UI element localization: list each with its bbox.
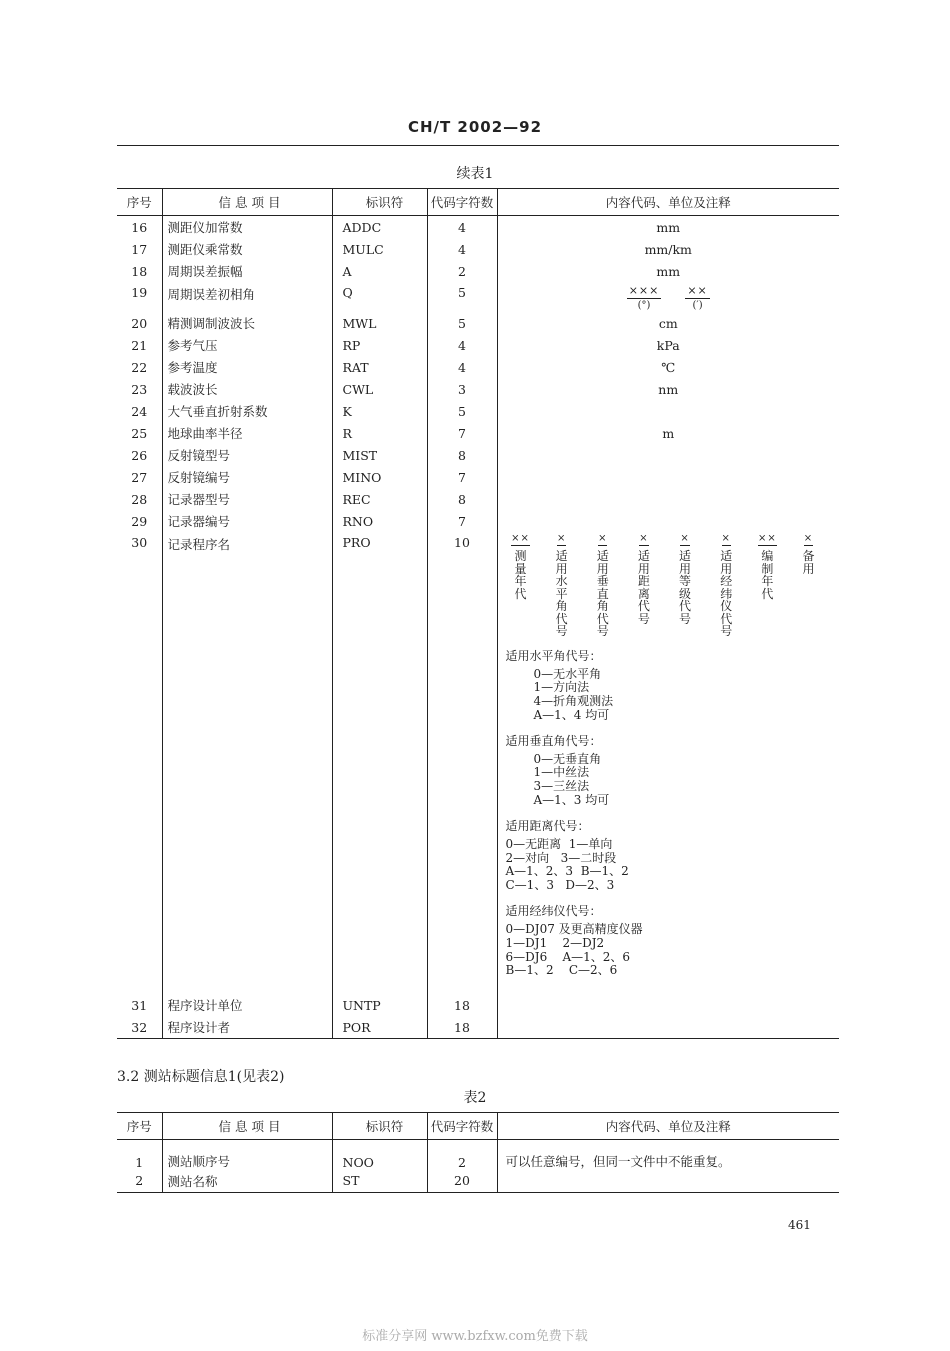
cell-no: 22	[117, 356, 162, 378]
code-column-label: 适用经纬仪代号	[720, 549, 733, 638]
code-column-marks: ×	[598, 533, 608, 544]
table-row	[117, 488, 839, 510]
document-code-header: CH/T 2002—92	[407, 118, 543, 136]
code-column-marks: ××	[757, 533, 777, 544]
table-row	[117, 1170, 839, 1193]
code-column-label: 备用	[802, 549, 815, 576]
cell-note-angle-format	[497, 282, 839, 312]
table-row	[117, 238, 839, 260]
table-row-program-name	[117, 532, 839, 994]
code-column-marks: ×	[680, 533, 690, 544]
header-item: 信 息 项 目	[162, 1113, 332, 1140]
cell-len: 8	[427, 488, 497, 510]
code-section-line: 6—DJ6 A—1、2、6	[505, 949, 631, 964]
cell-no: 19	[117, 282, 162, 312]
cell-len: 7	[427, 466, 497, 488]
cell-len: 5	[427, 282, 497, 312]
table-row	[117, 260, 839, 282]
header-len: 代码字符数	[427, 1113, 497, 1140]
cell-id: UNTP	[332, 994, 427, 1016]
table-row	[117, 334, 839, 356]
header-id: 标识符	[332, 189, 427, 216]
cell-item: 周期误差初相角	[162, 282, 332, 312]
code-section-line: B—1、2 C—2、6	[505, 963, 618, 978]
degree-fraction	[627, 284, 662, 312]
code-section-line: 0—无垂直角	[533, 751, 602, 766]
cell-note: kPa	[656, 337, 680, 353]
code-section-line: 1—方向法	[533, 680, 590, 695]
code-section-line: 0—无水平角	[533, 666, 602, 681]
code-column-marks: ××	[511, 533, 530, 544]
code-section-line: A—1、2、3 B—1、2	[505, 864, 629, 879]
code-column	[506, 532, 536, 638]
cell-note: 可以任意编号，但同一文件中不能重复。	[505, 1153, 731, 1169]
code-column-marks: ×	[803, 533, 814, 544]
code-section-line: 2—对向 3—二时段	[505, 850, 617, 865]
cell-id: RAT	[332, 356, 427, 378]
table-row	[117, 994, 839, 1016]
code-section-line: 1—DJ1 2—DJ2	[505, 935, 605, 950]
cell-note	[497, 994, 839, 1016]
cell-id: NOO	[332, 1140, 427, 1170]
minute-fraction	[685, 284, 709, 312]
cell-no: 1	[117, 1140, 162, 1170]
cell-id: Q	[332, 282, 427, 312]
table-row	[117, 312, 839, 334]
code-section-line: A—1、4 均可	[533, 707, 610, 722]
cell-item: 精测调制波波长	[162, 312, 332, 334]
header-note: 内容代码、单位及注释	[497, 189, 839, 216]
table-row	[117, 356, 839, 378]
cell-no: 18	[117, 260, 162, 282]
code-column-marks: ×	[721, 533, 731, 544]
cell-note	[497, 1016, 839, 1039]
table-row	[117, 1016, 839, 1039]
cell-note	[497, 1170, 839, 1193]
cell-no: 32	[117, 1016, 162, 1039]
cell-id: RP	[332, 334, 427, 356]
code-section-title: 适用距离代号：	[505, 818, 590, 833]
table2-header-row	[117, 1113, 839, 1140]
cell-id: R	[332, 422, 427, 444]
table2	[117, 1112, 839, 1193]
cell-no: 26	[117, 444, 162, 466]
table1-header-row	[117, 189, 839, 216]
cell-len: 10	[427, 532, 497, 994]
cell-id: REC	[332, 488, 427, 510]
cell-item: 反射镜型号	[162, 444, 332, 466]
code-section-line: 4—折角观测法	[533, 694, 614, 709]
cell-item: 测站顺序号	[162, 1140, 332, 1170]
cell-note: cm	[658, 315, 678, 331]
code-column	[752, 532, 782, 638]
cell-id: MIST	[332, 444, 427, 466]
degree-marks: ×××	[628, 284, 660, 297]
cell-item: 记录器编号	[162, 510, 332, 532]
cell-no: 2	[117, 1170, 162, 1193]
program-name-code-note	[497, 532, 839, 994]
degree-unit: (°)	[637, 300, 651, 311]
cell-item: 参考温度	[162, 356, 332, 378]
header-id: 标识符	[332, 1113, 427, 1140]
table1	[117, 188, 839, 1039]
header-note: 内容代码、单位及注释	[497, 1113, 839, 1140]
code-column	[711, 532, 741, 638]
cell-len: 4	[427, 334, 497, 356]
cell-note	[497, 510, 839, 532]
table-row	[117, 466, 839, 488]
code-column	[670, 532, 700, 638]
cell-note: nm	[658, 381, 679, 397]
code-column	[629, 532, 659, 638]
cell-len: 2	[427, 260, 497, 282]
cell-no: 31	[117, 994, 162, 1016]
code-column-label: 适用等级代号	[679, 549, 692, 626]
cell-item: 测站名称	[162, 1170, 332, 1193]
cell-item: 大气垂直折射系数	[162, 400, 332, 422]
cell-note: mm	[656, 263, 681, 279]
header-item: 信 息 项 目	[162, 189, 332, 216]
cell-no: 16	[117, 216, 162, 239]
code-columns	[506, 532, 824, 638]
cell-no: 17	[117, 238, 162, 260]
code-column-label: 测量年代	[514, 549, 527, 601]
header-rule	[117, 145, 839, 146]
cell-len: 7	[427, 422, 497, 444]
header-len: 代码字符数	[427, 189, 497, 216]
code-section-lines	[506, 838, 840, 893]
cell-note: mm/km	[644, 241, 692, 257]
table-row	[117, 422, 839, 444]
cell-no: 30	[117, 532, 162, 994]
cell-id: PRO	[332, 532, 427, 994]
cell-id: ST	[332, 1170, 427, 1193]
code-column-label: 编制年代	[761, 549, 774, 601]
cell-id: MULC	[332, 238, 427, 260]
cell-len: 3	[427, 378, 497, 400]
cell-id: K	[332, 400, 427, 422]
cell-id: MWL	[332, 312, 427, 334]
cell-no: 24	[117, 400, 162, 422]
code-section-lines	[506, 923, 840, 978]
cell-no: 29	[117, 510, 162, 532]
cell-len: 5	[427, 312, 497, 334]
code-section-line: C—1、3 D—2、3	[505, 878, 615, 893]
cell-len: 4	[427, 216, 497, 239]
code-section-line: A—1、3 均可	[533, 793, 610, 808]
table1-caption: 续表1	[456, 166, 494, 182]
header-no: 序号	[117, 1113, 162, 1140]
cell-note	[497, 466, 839, 488]
code-section-line: 0—DJ07 及更高精度仪器	[505, 922, 643, 937]
code-section-line: 1—中丝法	[533, 765, 590, 780]
page-number: 461	[788, 1218, 811, 1232]
cell-id: POR	[332, 1016, 427, 1039]
cell-no: 28	[117, 488, 162, 510]
code-section-title: 适用经纬仪代号：	[505, 904, 602, 919]
cell-len: 18	[427, 1016, 497, 1039]
code-column-label: 适用水平角代号	[555, 549, 568, 638]
cell-no: 21	[117, 334, 162, 356]
cell-len: 4	[427, 356, 497, 378]
code-column-marks: ×	[639, 533, 649, 544]
cell-id: CWL	[332, 378, 427, 400]
cell-len: 7	[427, 510, 497, 532]
cell-item: 载波波长	[162, 378, 332, 400]
cell-no: 23	[117, 378, 162, 400]
cell-item: 测距仪加常数	[162, 216, 332, 239]
table-row	[117, 444, 839, 466]
cell-item: 程序设计单位	[162, 994, 332, 1016]
code-section-line: 3—三丝法	[533, 779, 590, 794]
cell-note: ℃	[661, 359, 676, 375]
table-row	[117, 1140, 839, 1170]
cell-id: ADDC	[332, 216, 427, 239]
cell-item: 测距仪乘常数	[162, 238, 332, 260]
cell-item: 记录器型号	[162, 488, 332, 510]
watermark: 标准分享网 www.bzfxw.com免费下载	[362, 1329, 588, 1344]
cell-note	[497, 400, 839, 422]
cell-item: 反射镜编号	[162, 466, 332, 488]
cell-len: 20	[427, 1170, 497, 1193]
code-column	[588, 532, 618, 638]
code-section-lines	[506, 668, 840, 723]
cell-item: 程序设计者	[162, 1016, 332, 1039]
cell-note: mm	[656, 219, 681, 235]
cell-item: 记录程序名	[162, 532, 332, 994]
cell-no: 20	[117, 312, 162, 334]
cell-item: 地球曲率半径	[162, 422, 332, 444]
cell-id: RNO	[332, 510, 427, 532]
cell-note	[497, 488, 839, 510]
cell-note	[497, 444, 839, 466]
code-section-lines	[506, 753, 840, 808]
code-column-marks: ×	[556, 533, 567, 544]
cell-no: 27	[117, 466, 162, 488]
code-column-label: 适用距离代号	[637, 549, 650, 626]
cell-id: A	[332, 260, 427, 282]
table-row	[117, 216, 839, 239]
code-column-label: 适用垂直角代号	[596, 549, 609, 638]
cell-len: 5	[427, 400, 497, 422]
cell-len: 8	[427, 444, 497, 466]
cell-len: 4	[427, 238, 497, 260]
table2-caption: 表2	[463, 1090, 487, 1106]
table-row	[117, 378, 839, 400]
code-column	[793, 532, 823, 638]
header-no: 序号	[117, 189, 162, 216]
code-section-title: 适用垂直角代号：	[505, 733, 602, 748]
minute-marks: ××	[687, 284, 708, 297]
cell-item: 周期误差振幅	[162, 260, 332, 282]
cell-len: 18	[427, 994, 497, 1016]
code-section-line: 0—无距离 1—单向	[505, 836, 613, 851]
table-row	[117, 400, 839, 422]
cell-id: MINO	[332, 466, 427, 488]
minute-unit: (′)	[692, 300, 703, 311]
section-3-2-title: 3.2 测站标题信息1(见表2)	[117, 1069, 285, 1085]
table-row	[117, 282, 839, 312]
cell-len: 2	[427, 1140, 497, 1170]
cell-no: 25	[117, 422, 162, 444]
table-row	[117, 510, 839, 532]
cell-item: 参考气压	[162, 334, 332, 356]
code-column	[547, 532, 577, 638]
cell-note: m	[662, 425, 675, 441]
code-section-title: 适用水平角代号：	[505, 648, 602, 663]
code-sections	[506, 648, 840, 979]
